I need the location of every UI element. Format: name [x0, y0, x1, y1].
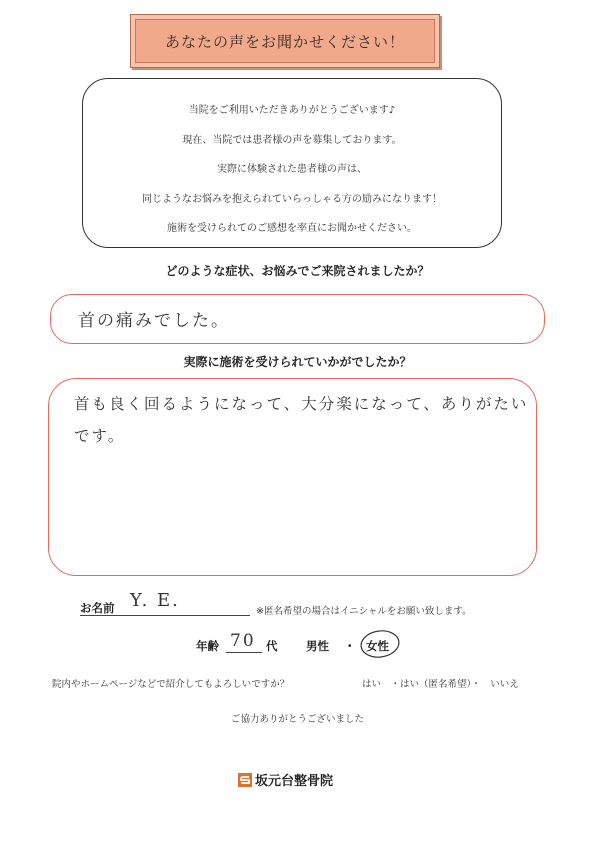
- clinic-name: 坂元台整骨院: [255, 774, 334, 789]
- name-note: ※匿名希望の場合はイニシャルをお願い致します。: [256, 606, 472, 617]
- gender-separator: ・: [344, 639, 356, 653]
- consent-options: はい ・はい（匿名希望）・ いいえ: [362, 679, 519, 690]
- gender-selected-circle: [358, 626, 402, 660]
- title-banner: [130, 14, 440, 68]
- intro-line-3: 実際に体験された患者様の声は、: [217, 164, 367, 175]
- consent-question: 院内やホームページなどで紹介してもよろしいですか？: [52, 679, 290, 690]
- name-value: Y. E.: [130, 590, 180, 611]
- clinic-logo-icon: [238, 773, 252, 787]
- clinic-logo: [238, 770, 333, 789]
- intro-line-1: 当院をご利用いただきありがとうございます♪: [188, 105, 396, 116]
- intro-line-2: 現在、当院では患者様の声を募集しております。: [182, 135, 402, 146]
- name-underline: [80, 615, 250, 616]
- name-label: お名前: [80, 601, 115, 615]
- answer-impression-line-2: です。: [74, 427, 126, 445]
- thanks-text: ご協力ありがとうございました: [230, 714, 364, 725]
- page-title: あなたの声をお聞かせください！: [164, 32, 405, 51]
- gender-male: 男性: [306, 639, 329, 653]
- intro-line-5: 施術を受けられてのご感想を率直にお聞かせください。: [167, 223, 417, 234]
- intro-line-4: 同じようなお悩みを抱えられていらっしゃる方の励みになります！: [142, 194, 442, 205]
- age-unit: 代: [266, 639, 278, 653]
- answer-impression-line-1: 首も良く回るようになって、大分楽になって、ありがたい: [74, 395, 529, 413]
- age-label: 年齢: [196, 639, 219, 653]
- answer-symptoms-text: 首の痛みでした。: [78, 311, 230, 331]
- question-impression: 実際に施術を受けられていかがでしたか？: [183, 355, 412, 369]
- age-value: 70: [230, 631, 256, 651]
- age-underline: [226, 652, 262, 653]
- question-symptoms: どのような症状、お悩みでご来院されましたか？: [165, 264, 430, 278]
- gender-female: 女性: [366, 639, 389, 653]
